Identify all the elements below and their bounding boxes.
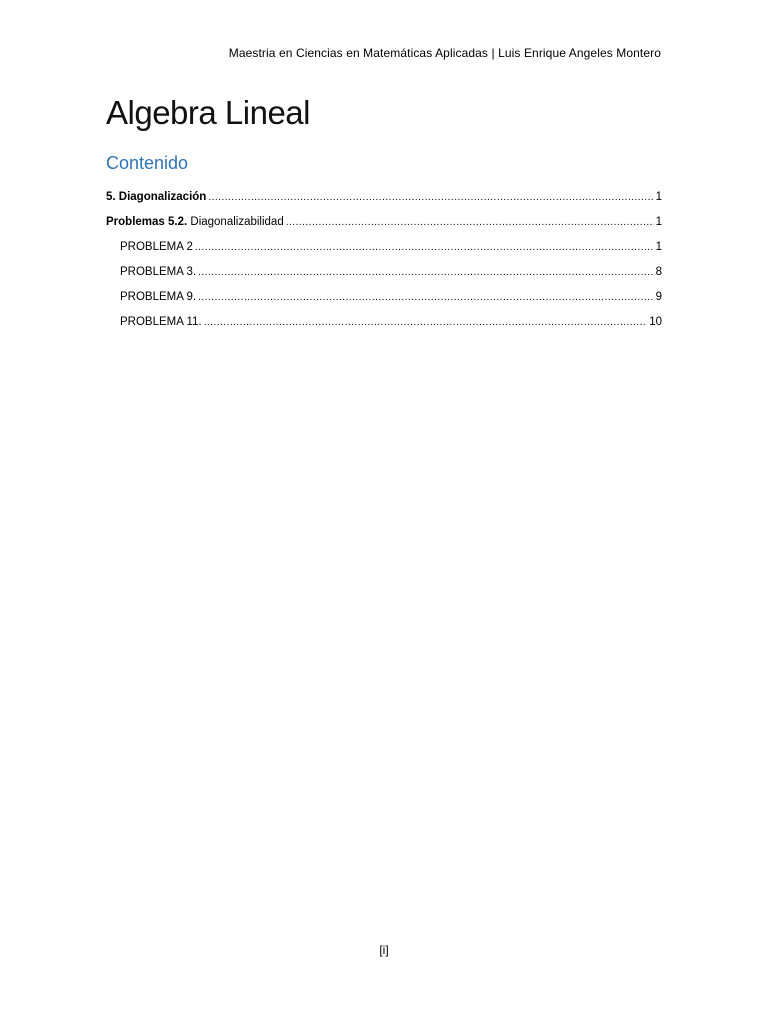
dot-leader <box>195 241 654 255</box>
toc-page-number: 10 <box>649 316 662 328</box>
page-header: Maestria en Ciencias en Matemáticas Aplicadas | Luis Enrique Angeles Montero <box>228 46 661 60</box>
document-title: Algebra Lineal <box>106 94 310 131</box>
dot-leader <box>198 291 654 305</box>
toc-heading: Contenido <box>106 153 189 173</box>
toc-page-number: 9 <box>655 291 662 303</box>
toc-page-number: 8 <box>655 266 662 278</box>
toc-page-number: 1 <box>655 191 662 203</box>
dot-leader <box>204 316 648 330</box>
dot-leader <box>208 191 653 205</box>
toc-entry-problemas-5-2[interactable] <box>106 205 662 230</box>
toc-entry-problema-2[interactable] <box>106 230 662 255</box>
toc-entry-subtitle: PROBLEMA 9. <box>120 291 197 303</box>
page-footer-number: [i] <box>379 943 389 957</box>
toc-entry-problema-3[interactable] <box>106 255 662 280</box>
toc-entry-subtitle: PROBLEMA 2 <box>120 241 193 253</box>
toc-entry-problema-11[interactable] <box>106 305 662 330</box>
toc-page-number: 1 <box>655 216 662 228</box>
toc-entry-problema-9[interactable] <box>106 280 662 305</box>
toc-entry-label: Problemas 5.2. <box>106 216 188 228</box>
toc-entry-diagonalizacion[interactable] <box>106 180 662 205</box>
toc-entry-subtitle: PROBLEMA 11. <box>120 316 202 328</box>
dot-leader <box>286 216 654 230</box>
toc-entry-subtitle: PROBLEMA 3. <box>120 266 197 278</box>
toc-page-number: 1 <box>655 241 662 253</box>
table-of-contents <box>106 152 662 330</box>
dot-leader <box>198 266 654 280</box>
toc-entry-label: 5. Diagonalización <box>106 191 207 203</box>
toc-entry-subtitle: Diagonalizabilidad <box>187 216 284 228</box>
